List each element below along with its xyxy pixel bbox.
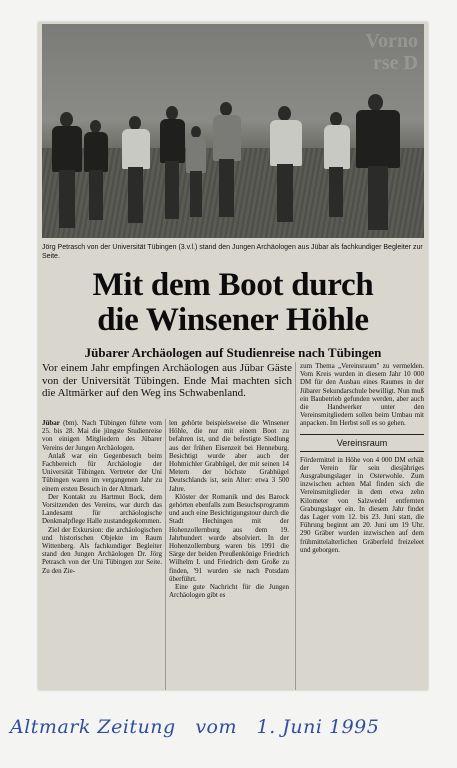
paragraph: Anlaß war ein Gegenbesuch beim Fachbereich für Archäologie der Universität Tübingen. Vertreter der Uni Tübingen waren im vergangenen Jahr zu einem ersten Besuch in der Altmark. [42, 451, 162, 493]
paragraph: zum Thema „Vereinsraum" zu vermelden. Vom Kreis wurden in diesem Jahr 10 000 DM für den Ausbau eines Raumes in der Jübarer Sekundarschule bewilligt. Nun muß ein Baubetrieb gefunden werden, aber auch die Handwerker unter den Vereinsmitgliedern sollen beim Umbau mit anpacken. Im Herbst soll es so gehen. [300, 362, 424, 428]
paragraph: Fördermittel in Höhe von 4 000 DM erhält der Verein für sein diesjähriges Ausgrabungslager in Osterwohle. Zum inzwischen achten Mal finden sich die Vereinsmitglieder in dem etwa zehn Kilometer von Salzwedel entfernten Grabungslager ein. In diesem Jahr findet das Lager vom 12. bis 23. Juni statt, die Führung beginnt am 20. Juni um 19 Uhr. 290 Gräber wurden inzwischen auf dem frühmittelalterlichen Gräberfeld freizeleet und geborgen. [300, 455, 424, 554]
paragraph: Der Kontakt zu Hartmut Bock, dem Vorsitzenden des Vereins, war durch das Landesamt für archäologische Denkmalpflege Halle zustandegekommen. [42, 492, 162, 526]
article-column-3 [300, 362, 424, 554]
photo-caption: Jörg Petrasch von der Universität Tübingen (3.v.l.) stand den Jungen Archäologen aus Jübar als fachkundiger Begleiter zur Seite. [42, 244, 423, 260]
newspaper-clipping [38, 22, 428, 690]
paragraph: Klöster der Romanik und des Barock gehörten ebenfalls zum Besuchsprogramm und auch eine Besichtigungstour durch die Stadt Hechingen mit der Hohenzollernburg aus dem 19. Jahrhundert wurde absolviert. In der Hohenzollernburg waren bis 1991 die Särge der beiden Preußenkönige Friedrich Wilhelm I. und Friedrich dem Große zu finden, '91 wurden sie nach Potsdam überführt. [169, 492, 289, 583]
column-divider [165, 419, 166, 690]
article-column-2 [169, 419, 289, 599]
paragraph: Ziel der Exkursion: die archäologischen und historischen Objekte im Raum Wittenberg. Als fachkundiger Begleiter stand den Jungen Archäologen Dr. Jörg Petrasch von der Uni Tübingen zur Seite. Zu den Zie- [42, 525, 162, 575]
paragraph [42, 419, 162, 452]
paragraph-text: (bm). Nach Tübingen führte vom 25. bis 28. Mai die jüngste Studienreise von einigen Mitgliedern des Jübarer Vereins der Jungen Archäologen. [42, 419, 162, 452]
group-photo [42, 24, 424, 238]
article-headline [42, 268, 424, 338]
article-intro: Vor einem Jahr empfingen Archäologen aus Jübar Gäste von der Universität Tübingen. Ende Mai machten sich die Altmärker auf den Weg ins Schwabenland. [42, 362, 292, 399]
section-heading-vereinsraum: Vereinsraum [300, 434, 424, 452]
article-subhead: Jübarer Archäologen auf Studienreise nach Tübingen [84, 345, 382, 360]
dateline: Jübar [42, 419, 60, 427]
handwritten-annotation: Altmark Zeitung vom 1. Juni 1995 [10, 716, 380, 738]
headline-line-1: Mit dem Boot durch [92, 267, 374, 303]
headline-line-2: die Winsener Höhle [97, 302, 369, 338]
paragraph: Eine gute Nachricht für die Jungen Archäologen gibt es [169, 583, 289, 600]
article-column-1 [42, 419, 162, 575]
photo-masthead-text: Vorno rse D [365, 30, 418, 74]
column-divider [295, 362, 296, 690]
paragraph: len gehörte beispielsweise die Winsener Höhle, die nur mit einem Boot zu befahren ist, und die befestigte Siedlung aus der frühen Eisenzeit bei Henneburg. Besichtigt wurde aber auch der Hohmichler Grabhügel, der mit seinen 14 Metern der höchste Grabhügel Deutschlands ist, sein Alter: etwa 3 500 Jahre. [169, 419, 289, 493]
